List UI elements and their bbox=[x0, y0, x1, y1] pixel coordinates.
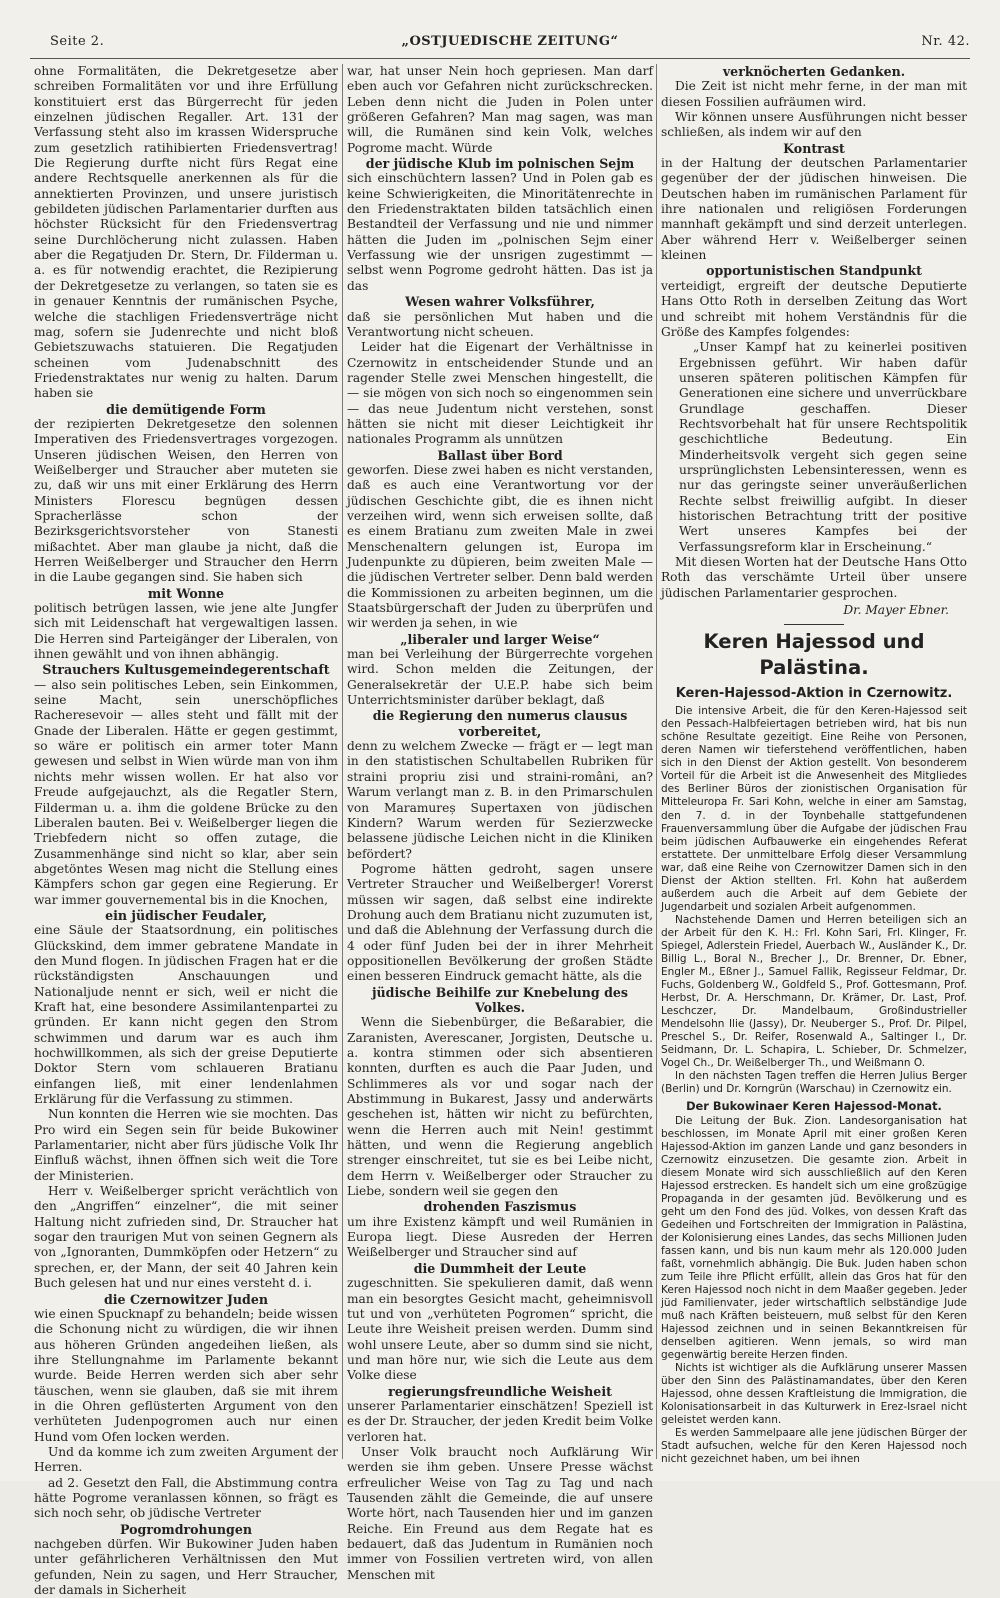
heading: Wesen wahrer Volksführer, bbox=[405, 294, 595, 310]
section-title: Keren Hajessod und Palästina. bbox=[703, 630, 925, 680]
separator-rule bbox=[784, 624, 844, 625]
heading: Pogromdrohungen bbox=[120, 1521, 252, 1537]
small-print-block bbox=[661, 705, 967, 1466]
paragraph: denn zu welchem Zwecke — frägt er — legt man in den statistischen Schultabellen Rubriken für straini propriu zisi und straini-români, an? Warum verlangt man z. B. in den Primarschulen von Maramureș Supertaxen von jüdischen Kindern? Warum werden für Sezierzwecke belassene jüdische Leichen nicht in die Kliniken befördert? bbox=[347, 739, 653, 861]
paragraph: In den nächsten Tagen treffen die Herren Julius Berger (Berlin) und Dr. Korngrün (Warschau) in Czernowitz ein. bbox=[661, 1069, 967, 1095]
paragraph: Wenn die Siebenbürger, die Beßarabier, die Zaranisten, Averescaner, Jorgisten, Deutsche u. a. kontra stimmen oder sich absentieren konnten, durften es auch die Paar Juden, und Schlimmeres als vor und sogar nach der Abstimmung in Bukarest, Jassy und anderwärts geschehen ist, hätten wir nicht zu befürchten, wenn die Herren auch mit Nein! gestimmt hätten, und wenn die Regierung angeblich strenger einschreitet, tut sie es bei Leibe nicht, dem Herrn v. Weißelberger oder Straucher zu Liebe, sondern weil sie gegen den bbox=[347, 1015, 653, 1199]
paragraph: Leider hat die Eigenart der Verhältnisse in Czernowitz in entscheidender Stunde und an ragender Stelle zwei Menschen hingestellt, die — sie mögen von sich noch so eingenommen sein — das neue Judentum nicht verstehen, sonst hätten sie nicht mit dieser Leichtigkeit ihr nationales Programm als unnützen bbox=[347, 340, 653, 447]
paragraph: nachgeben dürfen. Wir Bukowiner Juden haben unter gefährlicheren Verhältnissen den Mut gefunden, Nein zu sagen, und Herr Straucher, der damals in Sicherheit bbox=[34, 1537, 338, 1598]
paragraph: um ihre Existenz kämpft und weil Rumänien in Europa liegt. Diese Ausreden der Herren Weißelberger und Straucher sind auf bbox=[347, 1214, 653, 1260]
column-2 bbox=[347, 64, 653, 1582]
heading: die Czernowitzer Juden bbox=[103, 1291, 269, 1307]
newspaper-title: „OSTJUEDISCHE ZEITUNG“ bbox=[401, 34, 619, 49]
paragraph: politisch betrügen lassen, wie jene alte Jungfer sich mit Leidenschaft hat vergewaltigen lassen. Die Herren sind Parteigänger der Liberalen, von ihnen gewählt und von ihnen abhängig. bbox=[34, 601, 338, 662]
paragraph: Die Zeit ist nicht mehr ferne, in der man mit diesen Fossilien aufräumen wird. bbox=[661, 79, 967, 109]
paragraph: Unser Volk braucht noch Aufklärung Wir werden sie ihm geben. Unsere Presse wächst erfreulicher Weise von Tag zu Tag und nach Tausenden zählt die Gemeinde, die auf unsere Worte hört, nach Tausenden hier und im ganzen Reiche. Ein Freund aus dem Regate hat es bedauert, daß das Judentum in Rumänien noch immer von Fossilien vertreten wird, von allen Menschen mit bbox=[347, 1444, 653, 1582]
paragraph: unserer Parlamentarier einschätzen! Speziell ist es der Dr. Straucher, der jeden Kredit beim Volke verloren hat. bbox=[347, 1398, 653, 1444]
paragraph: Nun konnten die Herren wie sie mochten. Das Pro wird ein Segen sein für beide Bukowiner Parlamentarier, nicht aber fürs jüdische Volk Ihr Einfluß wächst, ihnen öffnen sich weit die Tore der Ministerien. bbox=[34, 1107, 338, 1183]
paragraph: zugeschnitten. Sie spekulieren damit, daß wenn man ein besorgtes Gesicht macht, geheimnisvoll tut und von „verhüteten Pogromen“ spricht, die Leute ihre Weisheit preisen werden. Dumm sind wohl unsere Leute, aber so dumm sind sie nicht, und man höre nur, wie sich die Leute aus dem Volke diese bbox=[347, 1276, 653, 1383]
heading: die Dummheit der Leute bbox=[413, 1260, 587, 1276]
heading: der jüdische Klub im polnischen Sejm bbox=[365, 156, 635, 172]
paragraph: Es werden Sammelpaare alle jene jüdischen Bürger der Stadt aufsuchen, welche für den Keren Hajessod noch nicht gezeichnet haben, um bei ihnen bbox=[661, 1427, 967, 1466]
paragraph: ohne Formalitäten, die Dekretgesetze aber schreiben Formalitäten vor und ihre Erfüllung konstituiert erst das Bürgerrecht für jeden einzelnen jüdischen Regaller. Art. 131 der Verfassung steht also im krassen Widerspruche zum gesetzlich ratihibierten Friedensvertrag! Die Regierung durfte nicht fürs Regat eine andere Rechtsquelle anerkennen als für die annektierten Provinzen, und unsere juristisch gebildeten jüdischen Parlamentarier durften aus höchster Rücksicht für den Friedensvertrag seine Durchlöcherung nicht zulassen. Haben aber die Regatjuden Dr. Stern, Dr. Filderman u. a. es für notwendig erachtet, die Rezipierung der Dekretgesetze zu verlangen, so taten sie es in genauer Kenntnis der rumänischen Psyche, welche die stachligen Friedensverträge nicht mag, sofern sie Judenrechte und nicht bloß Gebietszuwachs statuieren. Die Regatjuden scheinen vom Judenabschnitt des Friedenstraktates nur wenig zu halten. Darum haben sie bbox=[34, 64, 338, 401]
column-1 bbox=[34, 64, 338, 1598]
heading: opportunistischen Standpunkt bbox=[706, 263, 922, 279]
section-subtitle: Keren-Hajessod-Aktion in Czernowitz. bbox=[675, 686, 953, 702]
page-number: Seite 2. bbox=[50, 34, 105, 49]
block-quote: „Unser Kampf hat zu keinerlei positiven Ergebnissen geführt. Wir haben dafür unseren späteren politischen Kämpfen für Generationen eine sichere und unverrückbare Grundlage geschaffen. Dieser Rechtsvorbehalt hat für unsere Rechtspolitik geschichtliche Bedeutung. Ein Minderheitsvolk vergeht sich gegen seine ursprünglichsten Lebensinteressen, wenn es nur das geringste seiner unveräußerlichen Rechte selbst freiwillig aufgibt. In dieser historischen Betrachtung tritt der positive Wert unseres Kampfes bei der Verfassungsreform klar in Erscheinung.“ bbox=[679, 340, 967, 554]
heading: verknöcherten Gedanken. bbox=[722, 64, 906, 79]
paragraph: ad 2. Gesetzt den Fall, die Abstimmung contra hätte Pogrome veranlassen können, so frägt es sich noch sehr, ob jüdische Vertreter bbox=[34, 1475, 338, 1521]
heading: ein jüdischer Feudaler, bbox=[105, 907, 267, 923]
heading: Kontrast bbox=[783, 140, 845, 156]
paragraph: war, hat unser Nein hoch gepriesen. Man darf eben auch vor Gefahren nicht zurückschrecken. Leben denn nicht die Juden in Polen unter größeren Gefahren? Man mag sagen, was man will, die Rumänen sind kein Volk, welches Pogrome macht. Würde bbox=[347, 64, 653, 155]
heading: die demütigende Form bbox=[106, 401, 266, 417]
paragraph: Mit diesen Worten hat der Deutsche Hans Otto Roth das verschämte Urteil über unsere jüdischen Parlamentarier gesprochen. bbox=[661, 555, 967, 600]
paragraph: wie einen Spucknapf zu behandeln; beide wissen die Schonung nicht zu würdigen, die wir ihnen aus höheren Gründen angedeihen ließen, als ihre Stellungnahme im Parlamente bekannt wurde. Beide Herren werden sich aber sehr täuschen, wenn sie glauben, daß sie mit ihrem in die Ohren geflüsterten Argument von den verhüteten Judenpogromen auch nur einen Hund vom Ofen locken werden. bbox=[34, 1306, 338, 1444]
header-rule bbox=[30, 58, 970, 59]
paragraph: Die Leitung der Buk. Zion. Landesorganisation hat beschlossen, im Monate April mit einer großen Keren Hajessod-Aktion im ganzen Lande und ganz besonders in Czernowitz einzusetzen. Die gesamte zion. Arbeit in diesem Monate wird sich ausschließlich auf den Keren Hajessod erstrecken. Es handelt sich um eine großzügige Propaganda in der gesamten jüd. Bevölkerung und es geht um den Fond des jüd. Volkes, von dessen Kraft das Gedeihen und Fortschreiten der Immigration in Palästina, der Kolonisierung eines Landes, das sechs Millionen Juden fassen kann, und bis nun kaum mehr als 120.000 Juden faßt, vornehmlich abhängig. Die Buk. Juden haben schon zum Teile ihre Pflicht erfüllt, allein das Gros hat für den Keren Hajessod noch nicht in dem Maaßer gegeben. Jeder jüd Familienvater, jeder wirtschaftlich selbständige Jude muß nach Kräften beisteuern, muß selbst für den Keren Hajessod zeichnen und in seinen Bekanntkreisen für denselben agitieren. Wenn jemals, so wird man gegenwärtig bereite Herzen finden. bbox=[661, 1114, 967, 1362]
paragraph: eine Säule der Staatsordnung, ein politisches Glückskind, dem immer gebratene Mandate in den Mund flogen. In jüdischen Fragen hat er die rückständigsten Anschauungen und Nationaljude nennt er sich, weil er nicht die Kraft hat, eine besondere Assimilantenpartei zu gründen. Er kann nicht gegen den Strom schwimmen und darum war es auch ihm hochwillkommen, als sich der greise Deputierte Doktor Stern vom schlaueren Bratianu einfangen ließ, mit einer lendenlahmen Erklärung für die Verfassung zu stimmen. bbox=[34, 923, 338, 1107]
column-divider bbox=[342, 64, 343, 1459]
heading: Der Bukowinaer Keren Hajessod-Monat. bbox=[686, 1098, 942, 1113]
paragraph: der rezipierten Dekretgesetze den solennen Imperativen des Friedensvertrages vorgezogen. Unseren jüdischen Weisen, den Herren von Weißelberger und Straucher aber muteten sie zu, daß wir uns mit einer Erklärung des Herrn Ministers Florescu begnügen dessen Spracherlässe schon der Bezirksgerichtsvorsteher von Stanesti mißachtet. Aber man glaube ja nicht, daß die Herren Weißelberger und Straucher den Herrn in die Laube gegangen sind. Sie haben sich bbox=[34, 416, 338, 585]
heading: Strauchers Kultusgemeindegerentschaft bbox=[42, 662, 330, 678]
heading: „liberaler und larger Weise“ bbox=[400, 631, 600, 647]
heading: drohenden Faszismus bbox=[423, 1199, 577, 1215]
heading: Ballast über Bord bbox=[437, 447, 563, 463]
paragraph: sich einschüchtern lassen? Und in Polen gab es keine Schwierigkeiten, die Minoritätenrechte in den Friedenstraktaten bilden tatsächlich einen Bestandteil der Verfassung und nie und nimmer hätten die Juden im „polnischen Sejm einer Verfassung wie der unsrigen zugestimmt — selbst wenn Pogrome gedroht hätten. Das ist ja das bbox=[347, 171, 653, 293]
heading: mit Wonne bbox=[147, 585, 225, 601]
paragraph: Nichts ist wichtiger als die Aufklärung unserer Massen über den Sinn des Palästinamandates, über den Keren Hajessod, ohne dessen Kraftleistung die Immigration, die Kolonisationsarbeit in das Kulturwerk in Erez-Israel nicht geleistet werden kann. bbox=[661, 1362, 967, 1427]
paragraph: man bei Verleihung der Bürgerrechte vorgehen wird. Schon melden die Zeitungen, der Generalsekretär der U.E.P. habe sich beim Unterrichtsminister darüber beklagt, daß bbox=[347, 647, 653, 708]
paragraph: Die intensive Arbeit, die für den Keren-Hajessod seit den Pessach-Halbfeiertagen betrieben wird, hat bis nun schöne Resultate gezeitigt. Eine Reihe von Personen, deren Namen wir tieferstehend veröffentlichen, haben sich in den Dienst der Aktion gestellt. Von besonderem Vorteil für die Arbeit ist die Anwesenheit des Mitgliedes des Berliner Büros der zionistischen Organisation für Mitteleuropa Fr. Sari Kohn, welche in einer am Samstag, den 7. d. in der Toynbehalle stattgefundenen Frauenversammlung über die Aufgabe der jüdischen Frau beim jüdischen Aufbauwerke ein eingehendes Referat erstattete. Der unmittelbare Erfolg dieser Versammlung war, daß eine Reihe von Czernowitzer Damen sich in den Dienst der Aktion stellten. Frl. Kohn hat außerdem außerdem auch die Arbeit auf dem Gebiete der Jugendarbeit und sozialen Arbeit aufgenommen. bbox=[661, 705, 967, 913]
column-divider bbox=[656, 64, 657, 1459]
paragraph: Pogrome hätten gedroht, sagen unsere Vertreter Straucher und Weißelberger! Vorerst müssen wir sagen, daß selbst eine indirekte Drohung auch dem Bratianu nicht zuzumuten ist, und daß die Ablehnung der Verfassung durch die 4 oder fünf Juden bei der in ihrer Mehrheit oppositionellen Bevölkerung der großen Städte einen besseren Eindruck gemacht hätte, als die bbox=[347, 861, 653, 984]
paragraph: daß sie persönlichen Mut haben und die Verantwortung nicht scheuen. bbox=[347, 309, 653, 339]
paragraph: in der Haltung der deutschen Parlamentarier gegenüber der der jüdischen hinweisen. Die Deutschen haben im rumänischen Parlament für ihre nationalen und religiösen Forderungen mannhaft gekämpft und sind derzeit unterlegen. Aber während Herr v. Weißelberger seinen kleinen bbox=[661, 156, 967, 263]
paragraph: Und da komme ich zum zweiten Argument der Herren. bbox=[34, 1444, 338, 1475]
column-3 bbox=[661, 64, 967, 1466]
page-header bbox=[50, 34, 970, 54]
heading: jüdische Beihilfe zur Knebelung des Volkes. bbox=[371, 984, 629, 1015]
paragraph: Wir können unsere Ausführungen nicht besser schließen, als indem wir auf den bbox=[661, 110, 967, 140]
paragraph: verteidigt, ergreift der deutsche Deputierte Hans Otto Roth in derselben Zeitung das Wort und schreibt mit hohem Verständnis für die Größe des Kampfes folgendes: bbox=[661, 278, 967, 339]
paragraph: Nachstehende Damen und Herren beteiligen sich an der Arbeit für den K. H.: Frl. Kohn Sari, Frl. Klinger, Fr. Spiegel, Adlerstein Friedel, Auerbach W., Ausländer K., Dr. Billig L., Boral N., Brecher J., Dr. Brenner, Dr. Ebner, Engler M., Eßner J., Samuel Fallik, Regisseur Feldmar, Dr. Fuchs, Goldenberg W., Goldfeld S., Prof. Gottesmann, Prof. Herbst, Dr. A. Herschmann, Dr. Krämer, Dr. Last, Prof. Leschczer, Dr. Mandelbaum, Großindustrieller Mendelsohn Ilie (Jassy), Dr. Neuberger S., Prof. Dr. Pilpel, Preschel S., Dr. Reifer, Rosenwald A., Saltinger I., Dr. Seidmann, Dr. L. Schapira, L. Schieber, Dr. Schmelzer, Vogel Ch., Dr. Weißelberger Th., und Weißmann O. bbox=[661, 913, 967, 1069]
paragraph: Herr v. Weißelberger spricht verächtlich von den „Angriffen“ einzelner“, die mit seiner Haltung nicht zufrieden sind, Dr. Straucher hat sogar den traurigen Mut von seinen Gegnern als von „Ignoranten, Dummköpfen oder Hetzern“ zu sprechen, er, der Mann, der seit 40 Jahren kein Buch gelesen hat und nur eines versteht d. i. bbox=[34, 1184, 338, 1291]
author-signature: Dr. Mayer Ebner. bbox=[843, 603, 949, 618]
heading: regierungsfreundliche Weisheit bbox=[388, 1383, 612, 1399]
paragraph: — also sein politisches Leben, sein Einkommen, seine Macht, sein unerschöpfliches Racheresevoir — alles steht und fällt mit der Gnade der Liberalen. Hätte er gegen gestimmt, so wäre er politisch ein armer toter Mann gewesen und selbst in Wien würde man von ihm nichts mehr wissen wollen. Er hat also vor Freude aufgejauchzt, als die Regatler Stern, Filderman u. a. ihm die goldene Brücke zu den Liberalen bauten. Bei v. Weißelberger liegen die Triebfedern nicht so offen zutage, die Zusammenhänge sind nicht so klar, aber sein abgetöntes Wesen mag nicht die Stellung eines Kämpfers schon gar gegen eine Regierung. Er war immer gouvernemental bis in die Knochen, bbox=[34, 677, 338, 907]
paragraph: geworfen. Diese zwei haben es nicht verstanden, daß es auch eine Verantwortung vor der jüdischen Geschichte gibt, die es ihnen nicht verzeihen wird, wenn sich erweisen sollte, daß es einem Bratianu zum zweiten Male in zwei Menschenaltern gelungen ist, Europa im Judenpunkte zu düpieren, beim zweiten Male — die jüdischen Vertreter selber. Denn bald werden die Kommissionen zu arbeiten beginnen, um die Staatsbürgerschaft der Juden zu überprüfen und wir werden ja sehen, in wie bbox=[347, 462, 653, 631]
issue-number: Nr. 42. bbox=[921, 34, 970, 49]
heading: die Regierung den numerus clausus vorbereitet, bbox=[372, 708, 628, 739]
